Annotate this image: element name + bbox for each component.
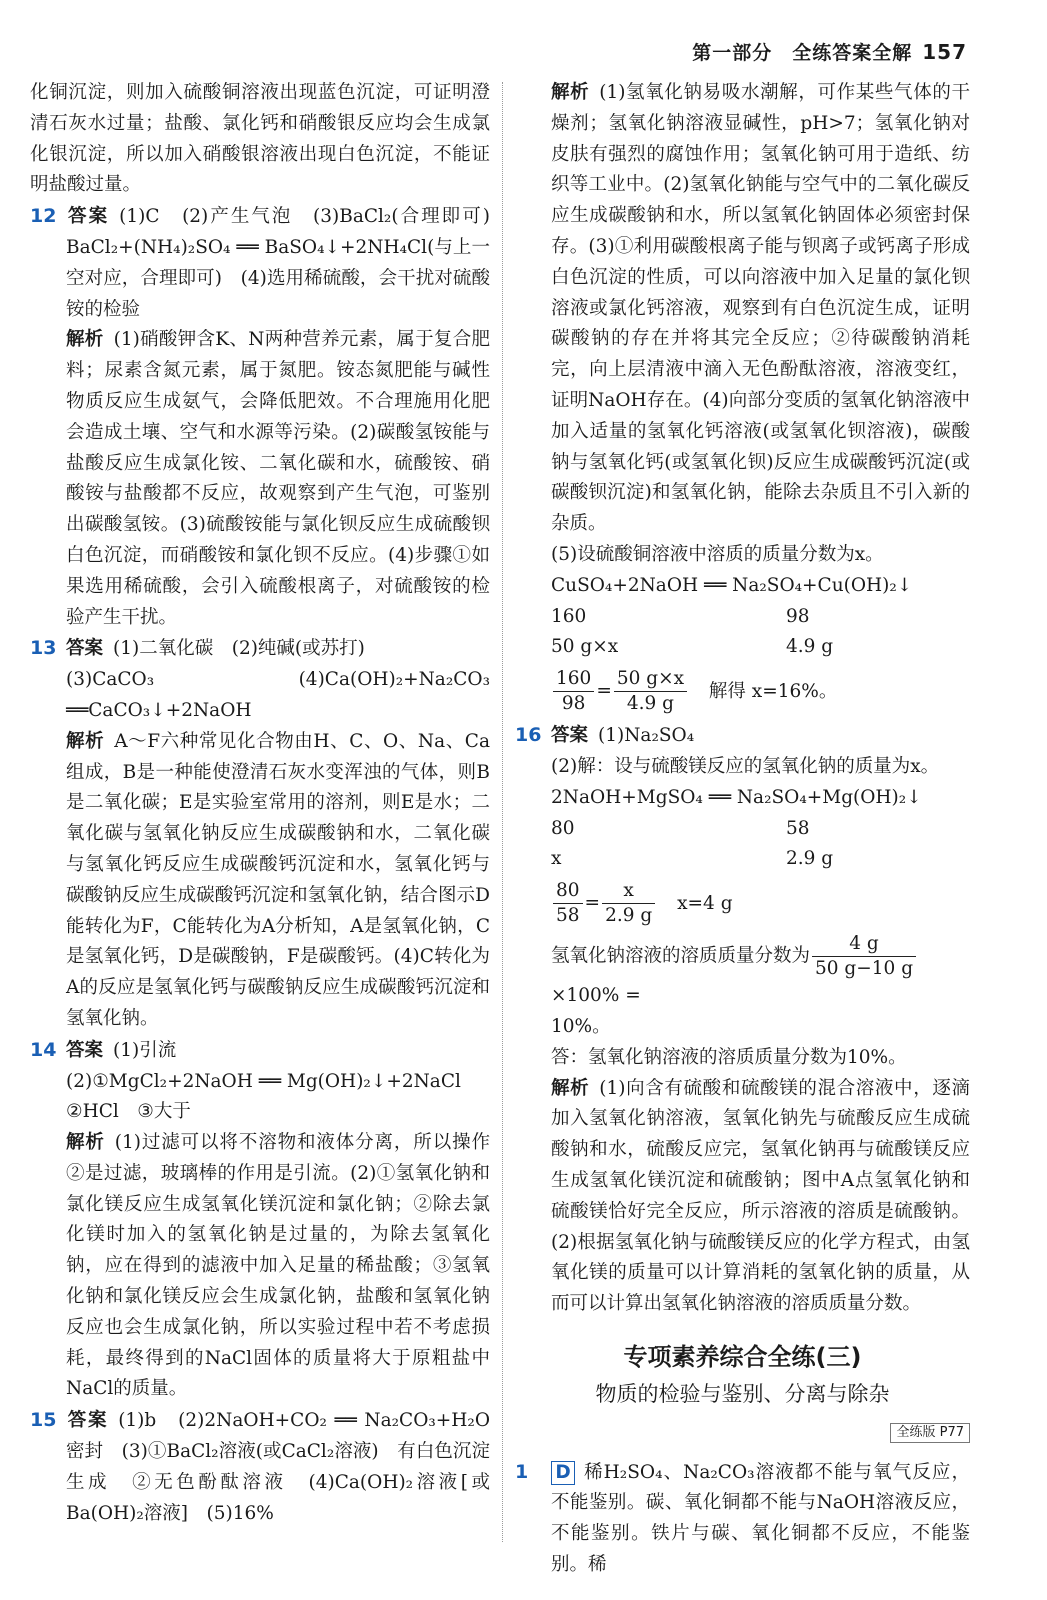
reference-tag	[515, 1416, 970, 1447]
q16-percentage	[515, 932, 970, 1012]
q1-explanation-text: 稀H₂SO₄、Na₂CO₃溶液都不能与氧气反应，不能鉴别。碳、氧化铜都不能与NaOH溶液反应，不能鉴别。铁片与碳、氧化铜都不反应，不能鉴别。稀	[551, 1461, 970, 1576]
explanation-text: (1)过滤可以将不溶物和液体分离，所以操作②是过滤，玻璃棒的作用是引流。(2)①氢氧化钠和氯化镁反应生成氢氧化镁沉淀和氯化钠；②除去氯化镁时加入的氢氧化钠是过量的，为除去氢氧化钠，应在得到的滤液中加入足量的稀盐酸；③氢氧化钠和氯化镁反应会生成氯化钠，盐酸和氢氧化钠反应也会生成氯化钠，所以实验过程中若不考虑损耗，最终得到的NaCl固体的质量将大于原粗盐中NaCl的质量。	[66, 1132, 490, 1400]
answer-label: 答案	[66, 638, 104, 660]
question-16	[515, 720, 970, 1320]
fraction	[602, 879, 655, 928]
denominator: 98	[561, 693, 586, 715]
denominator: 2.9 g	[605, 905, 653, 927]
question-14	[30, 1035, 490, 1406]
q16-ratio-row-2	[515, 844, 970, 875]
numerator: x	[602, 879, 655, 904]
explanation-label: 解析	[66, 1132, 105, 1154]
explanation-label: 解析	[551, 1077, 590, 1099]
question-number: 13	[30, 637, 57, 660]
q16-result: 10%。	[551, 1015, 611, 1037]
q14-answer-line2: (2)①MgCl₂+2NaOH ══ Mg(OH)₂↓+2NaCl	[66, 1070, 461, 1092]
question-1	[515, 1457, 970, 1581]
q16-equation: 2NaOH+MgSO₄ ══ Na₂SO₄+Mg(OH)₂↓	[551, 786, 922, 808]
q13-explanation	[30, 727, 490, 1035]
q16-answer-line: 答：氢氧化钠溶液的溶质质量分数为10%。	[551, 1046, 907, 1068]
numerator: 50 g×x	[614, 667, 687, 692]
answer-label: 答案	[66, 1410, 109, 1432]
ratio-value: 50 g×x	[551, 636, 619, 658]
fraction	[553, 667, 594, 716]
ratio-value: 4.9 g	[786, 636, 834, 658]
answer-label: 答案	[551, 725, 589, 747]
q15-calc-intro: (5)设硫酸铜溶液中溶质的质量分数为x。	[551, 543, 884, 565]
ratio-value: 80	[551, 817, 575, 839]
section-title: 专项素养综合全练(三)	[623, 1342, 862, 1371]
question-number: 16	[515, 724, 542, 747]
ratio-value: 2.9 g	[786, 848, 834, 870]
header-text: 第一部分 全练答案全解	[692, 42, 913, 64]
q15-ratio-row-2	[515, 632, 970, 663]
question-number: 1	[515, 1460, 529, 1483]
ratio-value: 98	[786, 605, 810, 627]
left-column	[30, 78, 509, 1529]
q16-ratio-row-1	[515, 814, 970, 845]
explanation-text: A～F六种常见化合物由H、C、O、Na、Ca组成，B是一种能使澄清石灰水变浑浊的气体，则B是二氧化碳；E是实验室常用的溶剂，则E是水；二氧化碳与氢氧化钠反应生成碳酸钠和水，二氧化碳与氢氧化钙反应生成碳酸钙沉淀和水，氢氧化钙与碳酸钠反应生成碳酸钙沉淀和氢氧化钠，结合图示D能转化为F，C能转化为A分析知，A是氢氧化钠，C是氢氧化钙，D是碳酸钠，F是碳酸钙。(4)C转化为A的反应是氢氧化钙与碳酸钠反应生成碳酸钙沉淀和氢氧化钠。	[66, 730, 490, 1029]
q13-answer	[30, 633, 490, 665]
answer-text: (1)引流	[113, 1039, 177, 1061]
page-header	[692, 38, 967, 65]
q14-explanation	[30, 1128, 490, 1405]
explanation-text: (1)硝酸钾含K、N两种营养元素，属于复合肥料；尿素含氮元素，属于氮肥。铵态氮肥能与碱性物质反应生成氨气，会降低肥效。不合理施用化肥会造成土壤、空气和水源等污染。(2)碳酸氢铵能与盐酸反应生成氯化铵、二氧化碳和水，硫酸铵、硝酸铵与盐酸都不反应，故观察到产生气泡，可鉴别出碳酸氢铵。(3)硫酸铵能与氯化钡反应生成硫酸钡白色沉淀，而硝酸铵和氯化钡不反应。(4)步骤①如果选用稀硫酸，会引入硫酸根离子，对硫酸铵的检验产生干扰。	[66, 329, 490, 628]
ratio-value: 160	[551, 605, 587, 627]
explanation-text: (1)向含有硫酸和硫酸镁的混合溶液中，逐滴加入氢氧化钠溶液，氢氧化钠先与硫酸反应生成硫酸钠和水，硫酸反应完，氢氧化钠再与硫酸镁反应生成氢氧化镁沉淀和硫酸钠；图中A点氢氧化钠和硫酸镁恰好完全反应，所示溶液的溶质是硫酸钠。(2)根据氢氧化钠与硫酸镁反应的化学方程式，由氢氧化镁的质量可以计算消耗的氢氧化钠的质量，从而可以计算出氢氧化钠溶液的溶质质量分数。	[551, 1077, 970, 1315]
percentage-text: 氢氧化钠溶液的溶质质量分数为	[551, 945, 811, 967]
column-divider	[502, 82, 503, 1542]
solve-text: 解得 x=16%。	[708, 680, 838, 702]
answer-text: (1)C (2)产生气泡 (3)BaCl₂(合理即可) BaCl₂+(NH₄)₂SO₄ ══ BaSO₄↓+2NH₄Cl(与上一空对应，合理即可) (4)选用稀硫酸，会干扰对硫酸铵的检验	[66, 206, 509, 320]
right-column	[515, 78, 970, 1581]
numerator: 160	[553, 667, 594, 692]
question-number: 12	[30, 205, 57, 228]
q12-answer	[30, 201, 509, 325]
question-15	[30, 1405, 509, 1529]
numerator: 4 g	[812, 932, 916, 957]
denominator: 58	[556, 905, 580, 927]
fraction	[553, 879, 583, 928]
explanation-label: 解析	[66, 329, 104, 351]
q15-explanation-block	[515, 78, 970, 716]
fraction	[812, 932, 916, 981]
q14-answer	[30, 1035, 490, 1067]
question-13	[30, 633, 490, 1034]
q16-answer	[515, 720, 970, 752]
denominator: 50 g−10 g	[815, 958, 914, 980]
reference-label: 全练版 P77	[890, 1423, 970, 1443]
answer-text: (1)b (2)2NaOH+CO₂ ══ Na₂CO₃+H₂O 密封 (3)①BaCl₂溶液(或CaCl₂溶液) 有白色沉淀生成 ②无色酚酞溶液 (4)Ca(OH)₂溶液[或Ba(OH)₂溶液] (5)16%	[66, 1410, 509, 1524]
question-12	[30, 201, 509, 633]
explanation-label: 解析	[551, 82, 590, 103]
numerator: 80	[553, 879, 583, 904]
answer-label: 答案	[66, 1039, 104, 1061]
ratio-value: x	[551, 848, 562, 870]
q12-explanation	[30, 325, 490, 633]
section-subtitle: 物质的检验与鉴别、分离与除杂	[595, 1381, 890, 1406]
q16-proportion: $\frac{80}{58}$ = $\frac{x}{2.9 g}$ x=4 g	[515, 879, 970, 928]
page-number: 157	[922, 40, 967, 64]
q13-answer-cont: (3)CaCO₃ (4)Ca(OH)₂+Na₂CO₃ ══CaCO₃↓+2NaOH	[66, 669, 490, 721]
q15-explanation	[515, 78, 970, 540]
fraction	[614, 667, 687, 716]
explanation-label: 解析	[66, 730, 105, 752]
question-number: 14	[30, 1038, 57, 1061]
q16-explanation	[515, 1074, 970, 1320]
answer-text: (1)二氧化碳 (2)纯碱(或苏打)	[113, 638, 365, 660]
continued-text: 化铜沉淀，则加入硫酸铜溶液出现蓝色沉淀，可证明澄清石灰水过量；盐酸、氯化钙和硝酸银反应均会生成氯化银沉淀，所以加入硝酸银溶液出现白色沉淀，不能证明盐酸过量。	[30, 82, 490, 196]
q14-answer-line3: ②HCl ③大于	[66, 1101, 191, 1123]
answer-label: 答案	[66, 206, 110, 228]
question-number: 15	[30, 1409, 57, 1432]
ratio-value: 58	[786, 817, 810, 839]
q1-text	[515, 1457, 970, 1581]
q15-proportion: $\frac{160}{98}$ = $\frac{50 g\times x}{4.9 g}$ 解得 x=16%。	[515, 667, 970, 716]
q15-ratio-row-1	[515, 602, 970, 633]
explanation-text: (1)氢氧化钠易吸水潮解，可作某些气体的干燥剂；氢氧化钠溶液显碱性，pH>7；氢氧化钠对皮肤有强烈的腐蚀作用；氢氧化钠可用于造纸、纺织等工业中。(2)氢氧化钠能与空气中的二氧化碳反应生成碳酸钠和水，所以氢氧化钠固体必须密封保存。(3)①利用碳酸根离子能与钡离子或钙离子形成白色沉淀的性质，可以向溶液中加入足量的氯化钡溶液或氯化钙溶液，观察到有白色沉淀生成，证明碳酸钠的存在并将其完全反应；②待碳酸钠消耗完，向上层清液中滴入无色酚酞溶液，溶液变红，证明NaOH存在。(4)向部分变质的氢氧化钠溶液中加入适量的氢氧化钙溶液(或氢氧化钡溶液)，碳酸钠与氢氧化钙(或氢氧化钡)反应生成碳酸钙沉淀(或碳酸钡沉淀)和氢氧化钠，能除去杂质且不引入新的杂质。	[551, 82, 970, 535]
percentage-suffix: ×100% =	[551, 985, 641, 1007]
solve-text: x=4 g	[677, 892, 733, 914]
q15-equation: CuSO₄+2NaOH ══ Na₂SO₄+Cu(OH)₂↓	[551, 574, 913, 596]
q15-answer	[30, 1405, 509, 1529]
section-heading	[515, 1338, 970, 1447]
denominator: 4.9 g	[626, 693, 674, 715]
q16-solution-intro: (2)解：设与硫酸镁反应的氢氧化钠的质量为x。	[551, 755, 940, 777]
answer-text: (1)Na₂SO₄	[598, 725, 695, 747]
choice-box: D	[551, 1461, 575, 1485]
